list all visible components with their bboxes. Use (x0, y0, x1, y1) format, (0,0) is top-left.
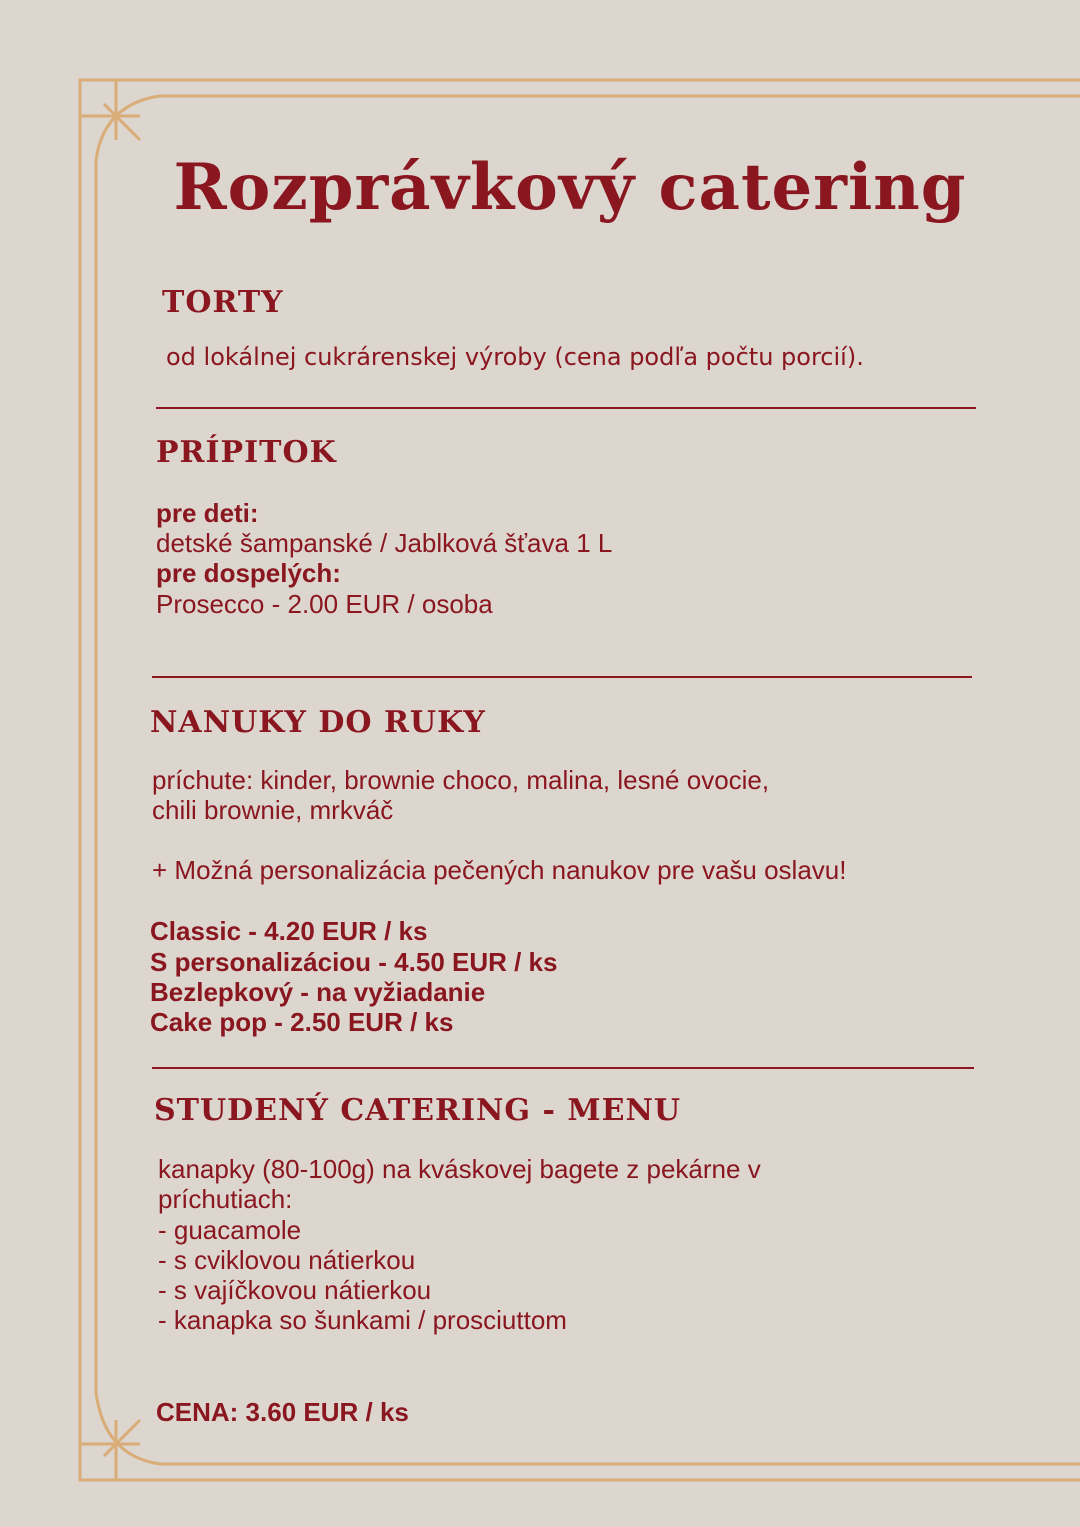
price-line: Cake pop - 2.50 EUR / ks (150, 1007, 454, 1037)
menu-item: - kanapka so šunkami / prosciuttom (158, 1305, 567, 1335)
nanuky-personalization: + Možná personalizácia pečených nanukov pre vašu oslavu! (152, 855, 847, 885)
studeny-intro-line2: príchutiach: (158, 1184, 293, 1214)
divider (152, 1067, 974, 1069)
kids-text: detské šampanské / Jablková šťava 1 L (156, 528, 613, 558)
price-line: Classic - 4.20 EUR / ks (150, 916, 428, 946)
section-heading-pripitok: PRÍPITOK (156, 435, 337, 470)
torty-description: od lokálnej cukrárenskej výroby (cena podľa počtu porcií). (166, 343, 864, 371)
menu-item: - s vajíčkovou nátierkou (158, 1275, 432, 1305)
divider (156, 407, 976, 409)
price-line: S personalizáciou - 4.50 EUR / ks (150, 947, 558, 977)
section-heading-torty: TORTY (162, 285, 284, 320)
studeny-intro-line1: kanapky (80-100g) na kváskovej bagete z pekárne v (158, 1154, 761, 1184)
section-heading-nanuky: NANUKY DO RUKY (150, 705, 486, 740)
adults-label: pre dospelých: (156, 558, 341, 588)
menu-item: - s cviklovou nátierkou (158, 1245, 416, 1275)
price-line: Bezlepkový - na vyžiadanie (150, 977, 486, 1007)
page-title: Rozprávkový catering (173, 150, 967, 225)
divider (152, 676, 972, 678)
adults-text: Prosecco - 2.00 EUR / osoba (156, 589, 493, 619)
menu-item: - guacamole (158, 1215, 302, 1245)
nanuky-flavors-line1: príchute: kinder, brownie choco, malina, lesné ovocie, (152, 765, 770, 795)
section-heading-studeny: STUDENÝ CATERING - MENU (154, 1093, 682, 1128)
nanuky-flavors-line2: chili brownie, mrkváč (152, 795, 394, 825)
kids-label: pre deti: (156, 498, 259, 528)
studeny-price: CENA: 3.60 EUR / ks (156, 1397, 409, 1427)
